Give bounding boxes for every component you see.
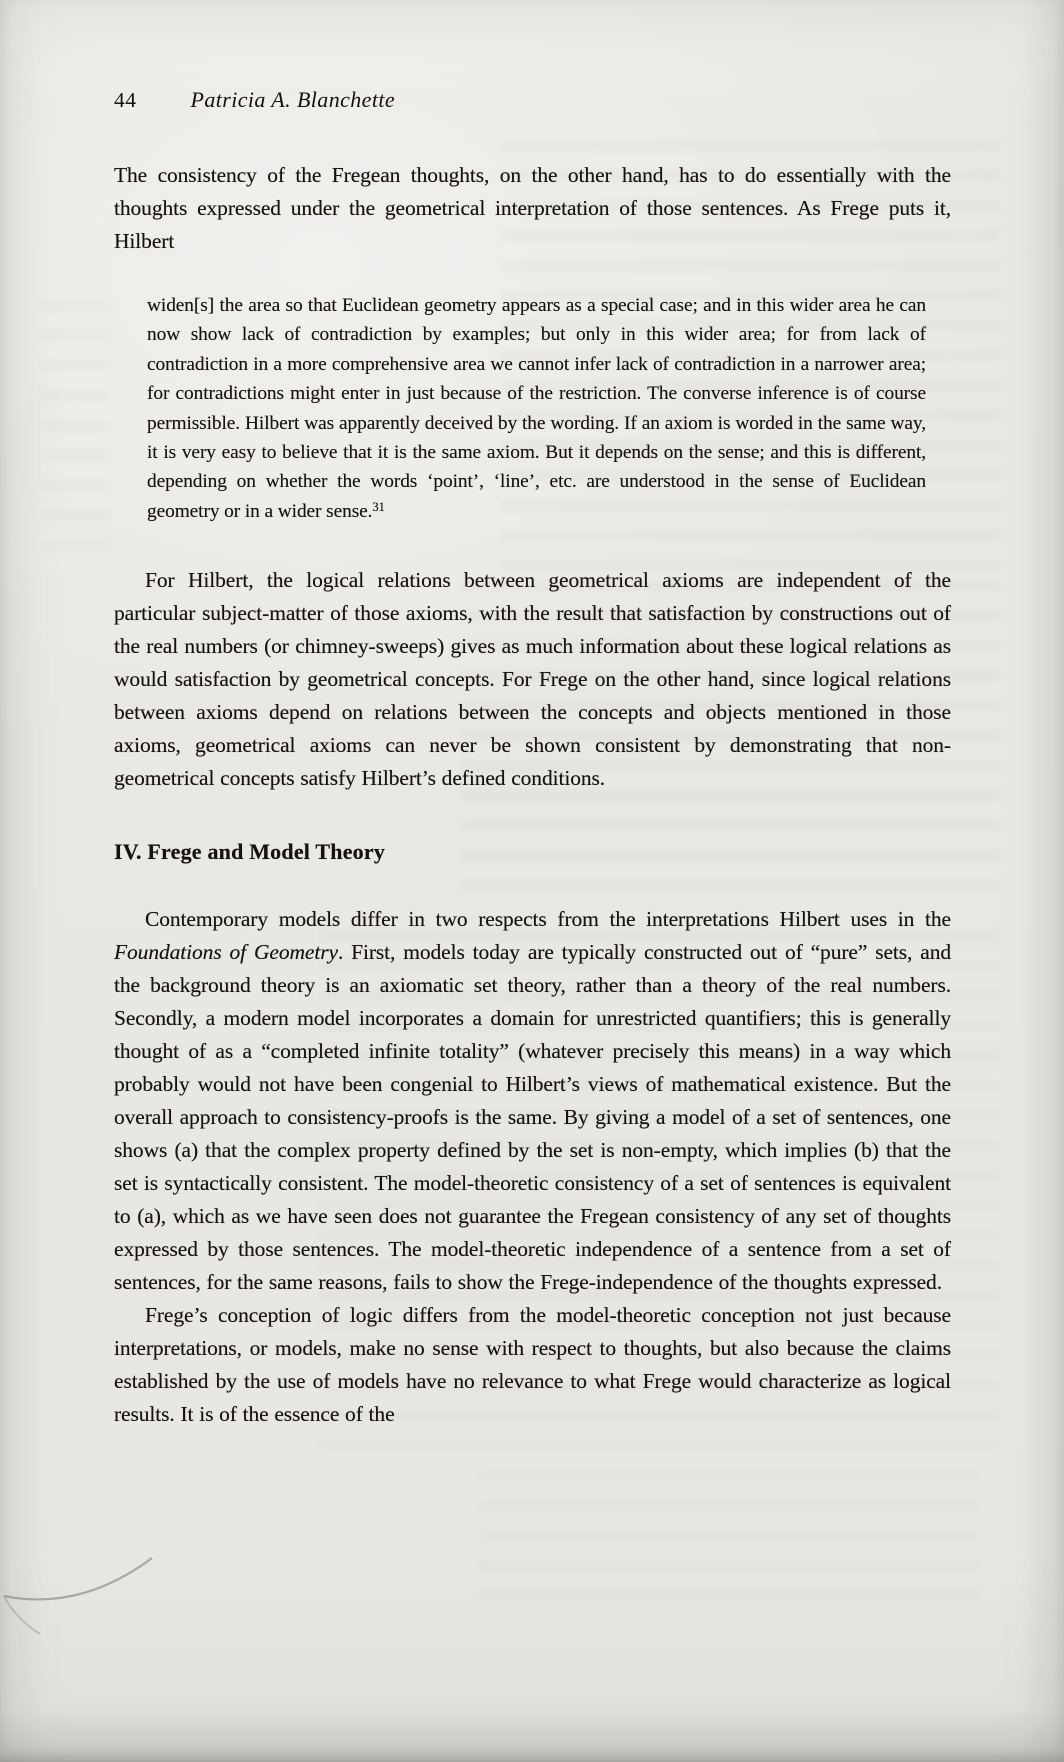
text-column [114, 0, 951, 1431]
book-title-italic: Foundations of Geometry [114, 940, 338, 965]
block-quote-hilbert [147, 291, 926, 526]
paragraph-contemporary-models [114, 903, 951, 1299]
paragraph-freges-conception: Frege’s conception of logic differs from the model-theoretic conception not just because interpretations, or models, make no sense with respect to thoughts, but also because the claims established by the use of models have no relevance to what Frege would characterize as logical results. It is of the essence of the [114, 1303, 951, 1427]
footnote-marker: 31 [372, 499, 385, 514]
page-curl-mark [0, 1540, 160, 1670]
paragraph-intro: The consistency of the Fregean thoughts, on the other hand, has to do essentially with the thoughts expressed under the geometrical interpretation of those sentences. As Frege puts it, Hilbert [114, 163, 951, 253]
section-heading: IV. Frege and Model Theory [114, 839, 386, 865]
page-bleed-through [480, 1470, 980, 1620]
running-header [114, 86, 951, 114]
page-number: 44 [114, 88, 137, 112]
block-quote-text: widen[s] the area so that Euclidean geometry appears as a special case; and in this wider area he can now show lack of contradiction by examples; but only in this wider area; for from lack of contradiction in a more comprehensive area we cannot infer lack of contradiction in a narrower area; for contradictions might enter in just because of the restriction. The converse inference is of course permissible. Hilbert was apparently deceived by the wording. If an axiom is worded in the same way, it is very easy to believe that it is the same axiom. But it depends on the sense; and this is different, depending on whether the words ‘point’, ‘line’, etc. are understood in the sense of Euclidean geometry or in a wider sense. [147, 295, 926, 522]
paragraph-segment: Contemporary models differ in two respects from the interpretations Hilbert uses in the [145, 907, 951, 932]
running-head-author: Patricia A. Blanchette [190, 87, 396, 112]
paragraph-for-hilbert: For Hilbert, the logical relations between geometrical axioms are independent of the particular subject-matter of those axioms, with the result that satisfaction by constructions out of the real numbers (or chimney-sweeps) gives as much information about these logical relations as would satisfaction by geometrical concepts. For Frege on the other hand, since logical relations between axioms depend on relations between the concepts and objects mentioned in those axioms, geometrical axioms can never be shown consistent by demonstrating that non-geometrical concepts satisfy Hilbert’s defined conditions. [114, 568, 951, 791]
page-bleed-through [40, 300, 110, 570]
paragraph-segment: . First, models today are typically constructed out of “pure” sets, and the background theory is an axiomatic set theory, rather than a theory of the real numbers. Secondly, a modern model incorporates a domain for unrestricted quantifiers; this is generally thought of as a “completed infinite totality” (whatever precisely this means) in a way which probably would not have been congenial to Hilbert’s views of mathematical existence. But the overall approach to consistency-proofs is the same. By giving a model of a set of sentences, one shows (a) that the complex property defined by the set is non-empty, which implies (b) that the set is syntactically consistent. The model-theoretic consistency of a set of sentences is equivalent to (a), which as we have seen does not guarantee the Fregean consistency of any set of thoughts expressed by those sentences. The model-theoretic independence of a sentence from a set of sentences, for the same reasons, fails to show the Frege-independence of the thoughts expressed. [114, 940, 951, 1295]
